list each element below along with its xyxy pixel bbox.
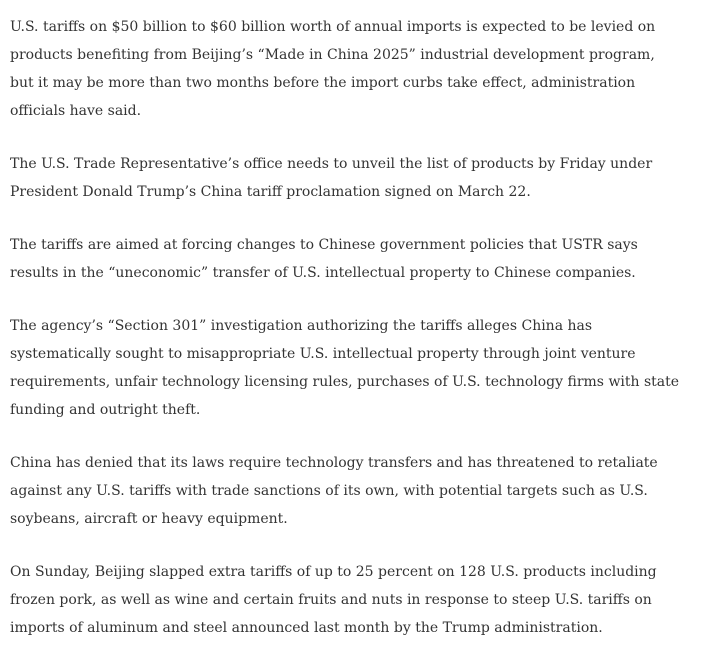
text-line: funding and outright theft.: [10, 402, 201, 418]
text-line: soybeans, aircraft or heavy equipment.: [10, 511, 288, 527]
text-line: China has denied that its laws require technology transfers and has threatened to retaliate: [10, 455, 658, 471]
text-line: against any U.S. tariffs with trade sanctions of its own, with potential targets such as U.S.: [10, 483, 648, 499]
paragraph-3: [10, 231, 689, 287]
paragraph-4: [10, 312, 689, 424]
text-line: imports of aluminum and steel announced last month by the Trump administration.: [10, 620, 603, 636]
text-line: The agency’s “Section 301” investigation authorizing the tariffs alleges China has: [10, 318, 593, 334]
text-line: products benefiting from Beijing’s “Made in China 2025” industrial development program,: [10, 47, 655, 63]
text-line: On Sunday, Beijing slapped extra tariffs of up to 25 percent on 128 U.S. products including: [10, 564, 657, 580]
text-line: The tariffs are aimed at forcing changes to Chinese government policies that USTR says: [10, 237, 638, 253]
text-line: officials have said.: [10, 103, 142, 119]
text-line: requirements, unfair technology licensing rules, purchases of U.S. technology firms with state: [10, 374, 680, 390]
paragraph-1: [10, 13, 689, 125]
paragraph-5: [10, 449, 689, 533]
text-line: frozen pork, as well as wine and certain fruits and nuts in response to steep U.S. tariffs on: [10, 592, 652, 608]
text-line: U.S. tariffs on $50 billion to $60 billion worth of annual imports is expected to be levied on: [10, 19, 656, 35]
text-line: The U.S. Trade Representative’s office needs to unveil the list of products by Friday under: [10, 156, 653, 172]
text-line: but it may be more than two months before the import curbs take effect, administration: [10, 75, 636, 91]
text-line: results in the “uneconomic” transfer of U.S. intellectual property to Chinese companies.: [10, 265, 636, 281]
paragraph-6: [10, 558, 689, 642]
text-line: President Donald Trump’s China tariff proclamation signed on March 22.: [10, 184, 531, 200]
paragraph-2: [10, 150, 689, 206]
text-line: systematically sought to misappropriate U.S. intellectual property through joint venture: [10, 346, 636, 362]
